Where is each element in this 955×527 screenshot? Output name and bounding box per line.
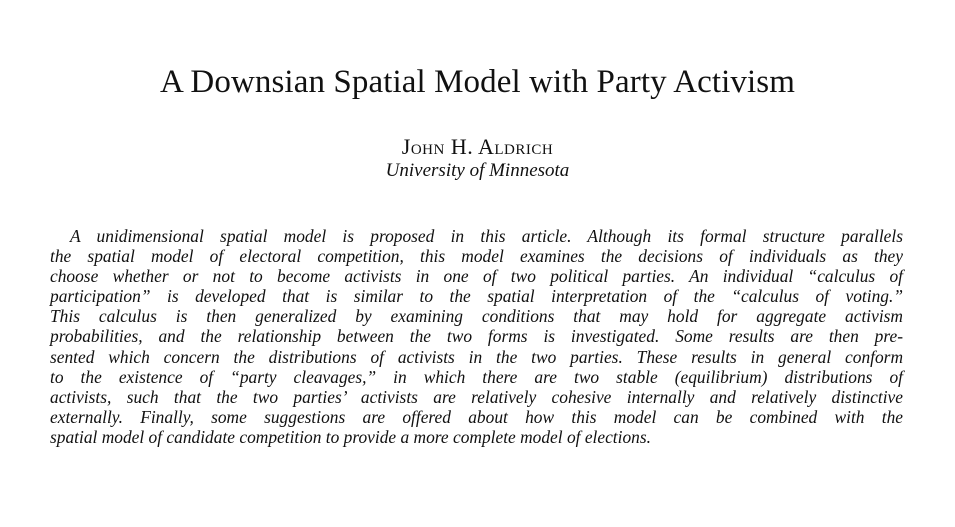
paper-title: A Downsian Spatial Model with Party Activism bbox=[159, 64, 796, 100]
abstract-line: activists, such that the two parties’ activists are relatively cohesive internally and relatively distinctive bbox=[50, 386, 903, 407]
abstract-line: to the existence of “party cleavages,” in which there are two stable (equilibrium) distributions of bbox=[50, 366, 903, 387]
author-affiliation: University of Minnesota bbox=[385, 160, 570, 181]
abstract-line: the spatial model of electoral competition, this model examines the decisions of individuals as they bbox=[50, 246, 903, 267]
abstract-line: externally. Finally, some suggestions are offered about how this model can be combined with the bbox=[50, 406, 903, 427]
abstract-line: sented which concern the distributions of activists in the two parties. These results in general conform bbox=[50, 346, 903, 367]
abstract-line: A unidimensional spatial model is proposed in this article. Although its formal structure parallels bbox=[70, 226, 903, 246]
abstract bbox=[50, 226, 903, 447]
abstract-line: participation” is developed that is similar to the spatial interpretation of the “calculus of voting.” bbox=[50, 286, 903, 307]
abstract-line: probabilities, and the relationship between the two forms is investigated. Some results are then pre- bbox=[50, 326, 903, 347]
author-name: John H. Aldrich bbox=[401, 134, 554, 159]
abstract-line: This calculus is then generalized by examining conditions that may hold for aggregate activism bbox=[50, 306, 903, 327]
abstract-line: spatial model of candidate competition to provide a more complete model of elections. bbox=[50, 426, 651, 447]
abstract-line: choose whether or not to become activists in one of two political parties. An individual “calculus of bbox=[50, 266, 903, 287]
